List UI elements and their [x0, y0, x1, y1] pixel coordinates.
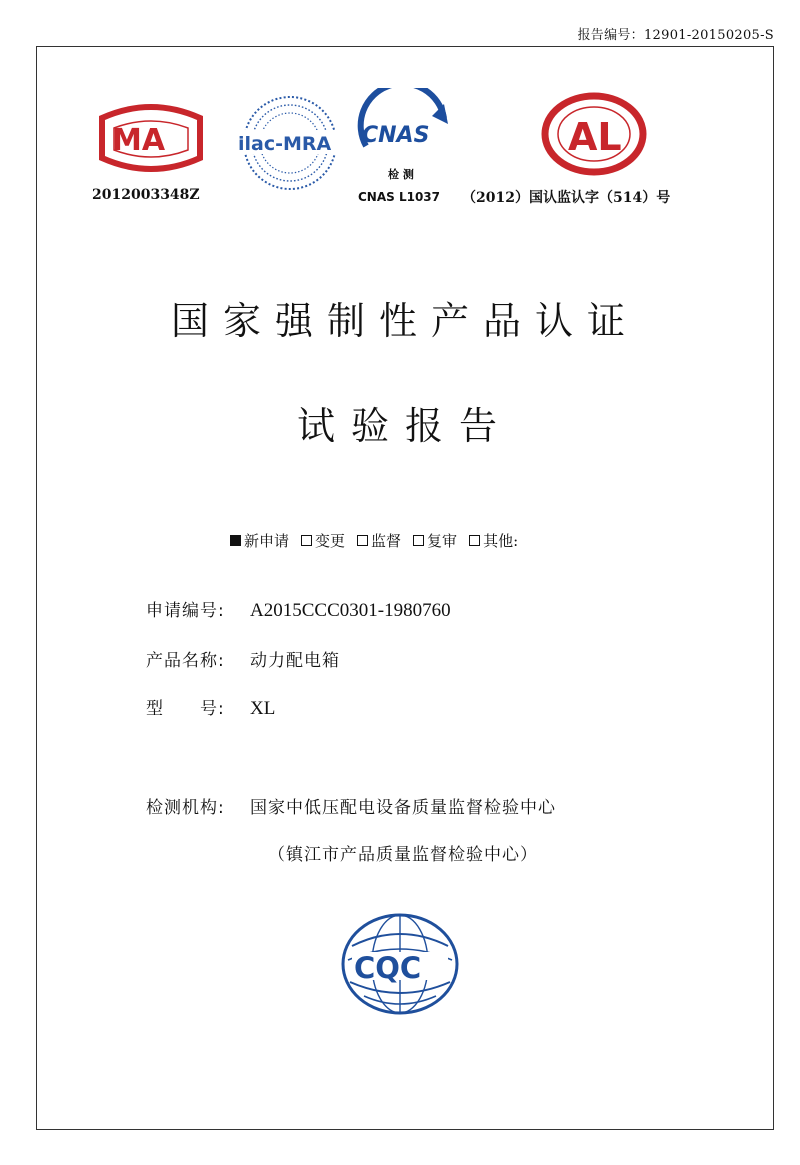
testing-org-label: 检测机构: — [146, 798, 225, 818]
report-number: 报告编号：12901-20150205-S — [577, 28, 774, 43]
ilac-logo-text: ilac-MRA — [238, 133, 332, 155]
cnas-number: CNAS L1037 — [358, 190, 441, 204]
testing-org-value: 国家中低压配电设备质量监督检验中心 — [250, 798, 556, 818]
cal-logo — [540, 92, 648, 176]
option-other[interactable]: 其他: — [469, 530, 518, 551]
testing-org-subname: （镇江市产品质量监督检验中心） — [268, 845, 538, 865]
model-label: 型 号: — [146, 699, 225, 719]
checkbox-icon[interactable] — [413, 535, 424, 546]
cal-logo-text: AL — [568, 115, 622, 159]
cnas-logo-text: CNAS — [362, 123, 430, 148]
model-value: XL — [250, 698, 276, 719]
cma-logo — [94, 100, 208, 176]
report-subtitle: 试验报告 — [296, 404, 513, 448]
option-supervision[interactable]: 监督 — [357, 530, 401, 551]
option-review[interactable]: 复审 — [413, 530, 457, 551]
application-type-options — [230, 530, 530, 551]
field-application-no — [146, 596, 451, 622]
checkbox-checked-icon[interactable] — [230, 535, 241, 546]
field-testing-org — [146, 793, 556, 818]
option-change[interactable]: 变更 — [301, 530, 345, 551]
cal-number: （2012）国认监认字（514）号 — [462, 190, 671, 206]
application-no-value: A2015CCC0301-1980760 — [250, 600, 451, 621]
checkbox-icon[interactable] — [469, 535, 480, 546]
product-name-label: 产品名称: — [146, 651, 225, 671]
cnas-sub-text: 检 测 — [388, 168, 414, 181]
application-no-label: 申请编号: — [146, 601, 225, 621]
checkbox-icon[interactable] — [301, 535, 312, 546]
checkbox-icon[interactable] — [357, 535, 368, 546]
field-model — [146, 694, 275, 720]
cqc-logo — [340, 912, 460, 1016]
product-name-value: 动力配电箱 — [250, 651, 340, 671]
ilac-mra-logo — [234, 92, 346, 194]
cqc-logo-text: CQC — [354, 951, 422, 985]
cnas-logo — [348, 88, 458, 188]
report-title: 国家强制性产品认证 — [170, 299, 639, 343]
cma-logo-text: MA — [112, 123, 166, 158]
field-product-name — [146, 646, 340, 671]
cma-number: 2012003348Z — [92, 187, 200, 203]
option-new-application[interactable]: 新申请 — [230, 530, 289, 551]
